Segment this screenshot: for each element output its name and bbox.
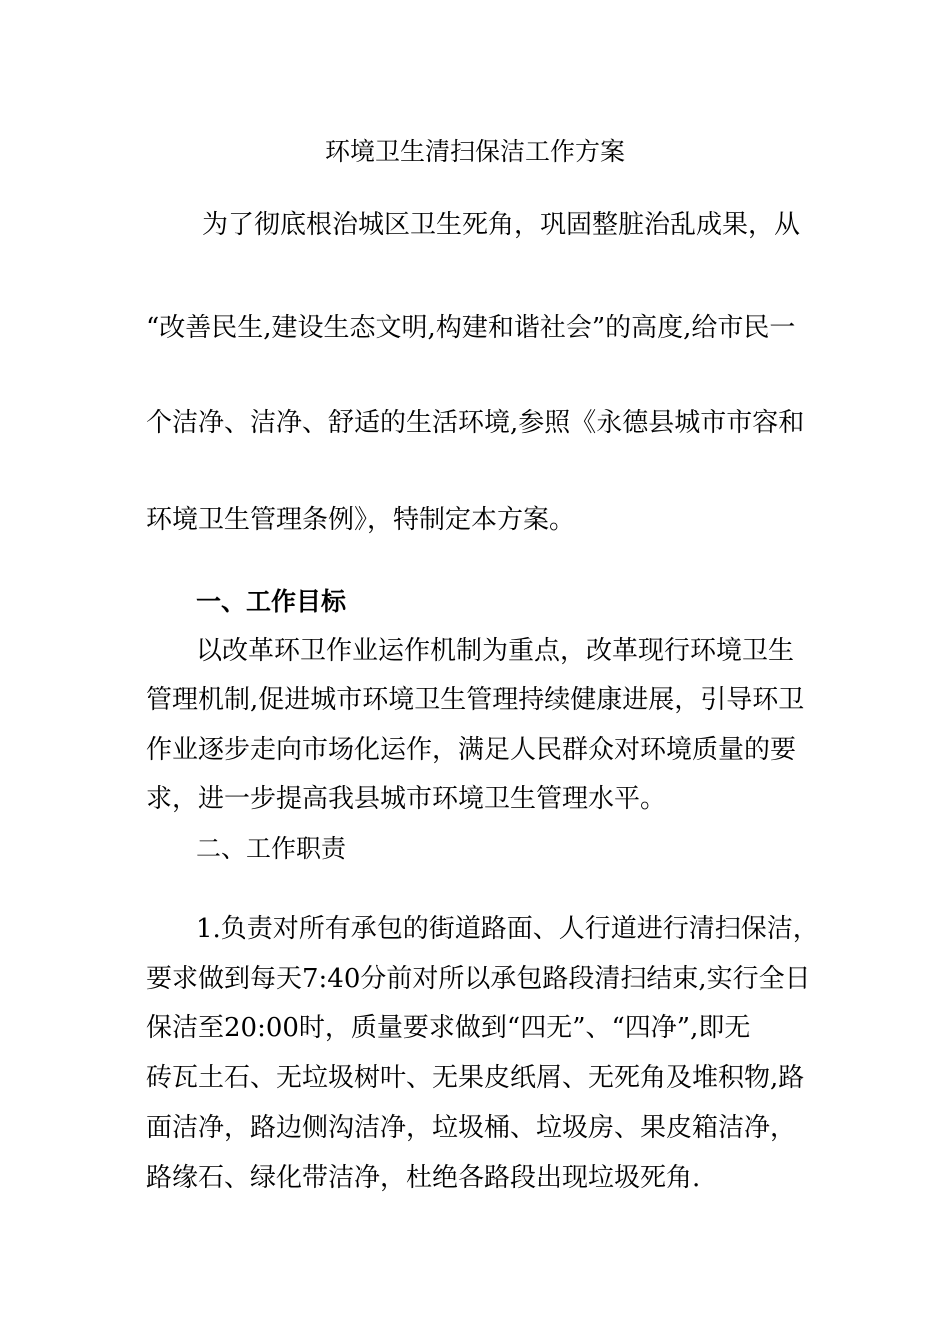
duty-1-line-3: 保洁至20:00时，质量要求做到“四无”、“四净”,即无: [146, 1013, 751, 1043]
document-title: 环境卫生清扫保洁工作方案: [324, 137, 625, 166]
duty-1-line-6: 路缘石、绿化带洁净，杜绝各路段出现垃圾死角.: [146, 1163, 701, 1193]
duty-1-line-2: 要求做到每天7:40分前对所以承包路段清扫结束,实行全日: [146, 964, 811, 994]
goals-line-2: 管理机制,促进城市环境卫生管理持续健康进展，引导环卫: [146, 685, 805, 715]
duty-1-line-1: 1.负责对所有承包的街道路面、人行道进行清扫保洁，: [196, 914, 819, 944]
goals-line-4: 求，进一步提高我县城市环境卫生管理水平。: [146, 784, 667, 814]
goals-line-1: 以改革环卫作业运作机制为重点，改革现行环境卫生: [196, 636, 795, 666]
duty-1-line-4: 砖瓦土石、无垃圾树叶、无果皮纸屑、无死角及堆积物,路: [146, 1063, 805, 1093]
section-heading-goals: 一、工作目标: [196, 587, 347, 616]
goals-line-3: 作业逐步走向市场化运作，满足人民群众对环境质量的要: [146, 735, 797, 765]
section-heading-duties: 二、工作职责: [196, 834, 347, 863]
duty-1-line-5: 面洁净，路边侧沟洁净，垃圾桶、垃圾房、果皮箱洁净，: [146, 1113, 797, 1143]
intro-line-4: 环境卫生管理条例》，特制定本方案。: [146, 505, 576, 535]
intro-line-1: 为了彻底根治城区卫生死角，巩固整脏治乱成果，从: [202, 210, 801, 240]
intro-line-2: “改善民生,建设生态文明,构建和谐社会”的高度,给市民一: [146, 313, 796, 343]
intro-line-3: 个洁净、洁净、舒适的生活环境,参照《永德县城市市容和: [146, 408, 805, 438]
